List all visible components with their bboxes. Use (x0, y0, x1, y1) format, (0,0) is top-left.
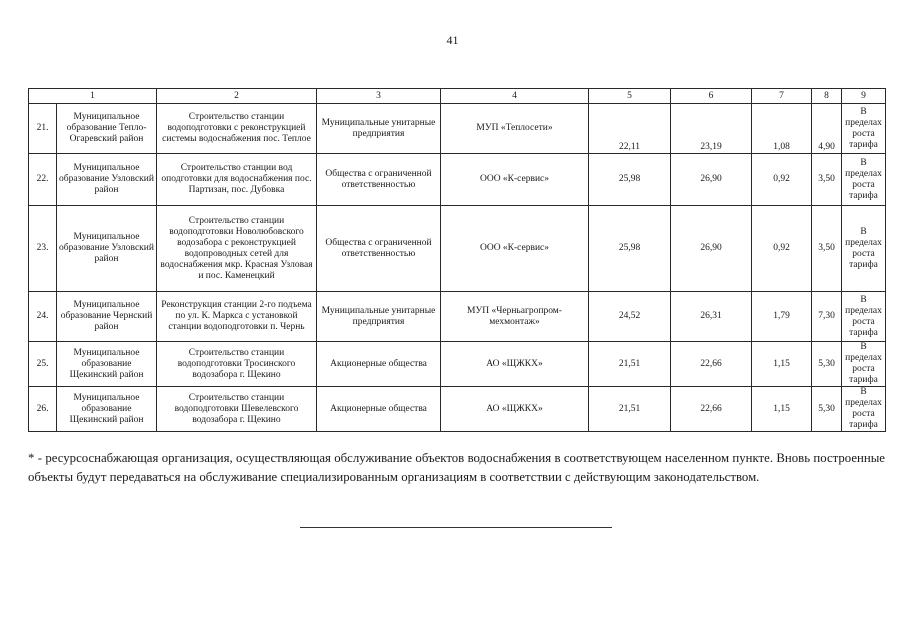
value-cell-6: 26,31 (671, 292, 752, 342)
table-row (29, 292, 886, 342)
value-cell-5: 21,51 (589, 387, 671, 432)
table-row (29, 206, 886, 292)
project-cell: Строительство станции водоподготовки Тросинского водозабора г. Щекино (157, 342, 317, 387)
note-cell: В пределах роста тарифа (842, 104, 886, 154)
value-cell-8: 5,30 (812, 342, 842, 387)
org-type-cell: Муниципальные унитарные предприятия (317, 292, 441, 342)
value-cell-7: 1,15 (752, 387, 812, 432)
org-type-cell: Акционерные общества (317, 387, 441, 432)
table-row (29, 342, 886, 387)
organization-cell: АО «ЩЖКХ» (441, 342, 589, 387)
note-cell: В пределах роста тарифа (842, 292, 886, 342)
value-cell-5: 21,51 (589, 342, 671, 387)
note-cell: В пределах роста тарифа (842, 206, 886, 292)
organization-cell: АО «ЩЖКХ» (441, 387, 589, 432)
value-cell-6: 22,66 (671, 342, 752, 387)
org-type-cell: Акционерные общества (317, 342, 441, 387)
org-type-cell: Общества с ограниченной ответственностью (317, 206, 441, 292)
table-header-cell: 6 (671, 89, 752, 104)
value-cell-8: 4,90 (812, 104, 842, 154)
municipality-cell: Муниципальное образование Чернский район (57, 292, 157, 342)
note-cell: В пределах роста тарифа (842, 387, 886, 432)
table-header-row (29, 89, 886, 104)
organization-cell: ООО «К-сервис» (441, 154, 589, 206)
municipality-cell: Муниципальное образование Щекинский район (57, 387, 157, 432)
value-cell-6: 26,90 (671, 206, 752, 292)
value-cell-5: 22,11 (589, 104, 671, 154)
table-header-cell: 9 (842, 89, 886, 104)
table-header-cell: 1 (29, 89, 157, 104)
project-cell: Строительство станции водоподготовки Новолюбовского водозабора с реконструкцией водопроводных сетей для водоснабжения мкр. Красная Узловая и пос. Каменецкий (157, 206, 317, 292)
value-cell-8: 3,50 (812, 154, 842, 206)
table-row (29, 387, 886, 432)
value-cell-7: 1,08 (752, 104, 812, 154)
value-cell-5: 25,98 (589, 206, 671, 292)
footnote: * - ресурсоснабжающая организация, осуществляющая обслуживание объектов водоснабжения в соответствующем населенном пункте. Вновь построенные объекты будут передаваться на обслуживание специализированным организациям в соответствии с действующим законодательством. (28, 451, 885, 484)
project-cell: Строительство станции водоподготовки с реконструкцией системы водоснабжения пос. Теплое (157, 104, 317, 154)
value-cell-7: 0,92 (752, 206, 812, 292)
table-row (29, 104, 886, 154)
divider-line (300, 527, 612, 528)
row-number: 26. (29, 387, 57, 432)
row-number: 23. (29, 206, 57, 292)
org-type-cell: Муниципальные унитарные предприятия (317, 104, 441, 154)
table-header-cell: 2 (157, 89, 317, 104)
page-number: 41 (446, 33, 459, 47)
table-header-cell: 5 (589, 89, 671, 104)
value-cell-5: 25,98 (589, 154, 671, 206)
organization-cell: МУП «Теплосети» (441, 104, 589, 154)
tariff-table (28, 88, 886, 432)
project-cell: Строительство станции вод оподготовки для водоснабжения пос. Партизан, пос. Дубовка (157, 154, 317, 206)
municipality-cell: Муниципальное образование Тепло-Огаревский район (57, 104, 157, 154)
note-cell: В пределах роста тарифа (842, 342, 886, 387)
value-cell-8: 3,50 (812, 206, 842, 292)
note-cell: В пределах роста тарифа (842, 154, 886, 206)
value-cell-6: 23,19 (671, 104, 752, 154)
municipality-cell: Муниципальное образование Щекинский район (57, 342, 157, 387)
table-header-cell: 3 (317, 89, 441, 104)
table-row (29, 154, 886, 206)
value-cell-8: 5,30 (812, 387, 842, 432)
table-header-cell: 4 (441, 89, 589, 104)
org-type-cell: Общества с ограниченной ответственностью (317, 154, 441, 206)
table-header-cell: 7 (752, 89, 812, 104)
value-cell-7: 0,92 (752, 154, 812, 206)
row-number: 25. (29, 342, 57, 387)
row-number: 22. (29, 154, 57, 206)
row-number: 21. (29, 104, 57, 154)
municipality-cell: Муниципальное образование Узловский район (57, 206, 157, 292)
organization-cell: ООО «К-сервис» (441, 206, 589, 292)
municipality-cell: Муниципальное образование Узловский район (57, 154, 157, 206)
organization-cell: МУП «Черньагропром-мехмонтаж» (441, 292, 589, 342)
value-cell-5: 24,52 (589, 292, 671, 342)
row-number: 24. (29, 292, 57, 342)
value-cell-6: 22,66 (671, 387, 752, 432)
project-cell: Строительство станции водоподготовки Шевелевского водозабора г. Щекино (157, 387, 317, 432)
project-cell: Реконструкция станции 2-го подъема по ул. К. Маркса с установкой станции водоподготовки п. Чернь (157, 292, 317, 342)
value-cell-7: 1,79 (752, 292, 812, 342)
value-cell-7: 1,15 (752, 342, 812, 387)
value-cell-6: 26,90 (671, 154, 752, 206)
table-header-cell: 8 (812, 89, 842, 104)
value-cell-8: 7,30 (812, 292, 842, 342)
